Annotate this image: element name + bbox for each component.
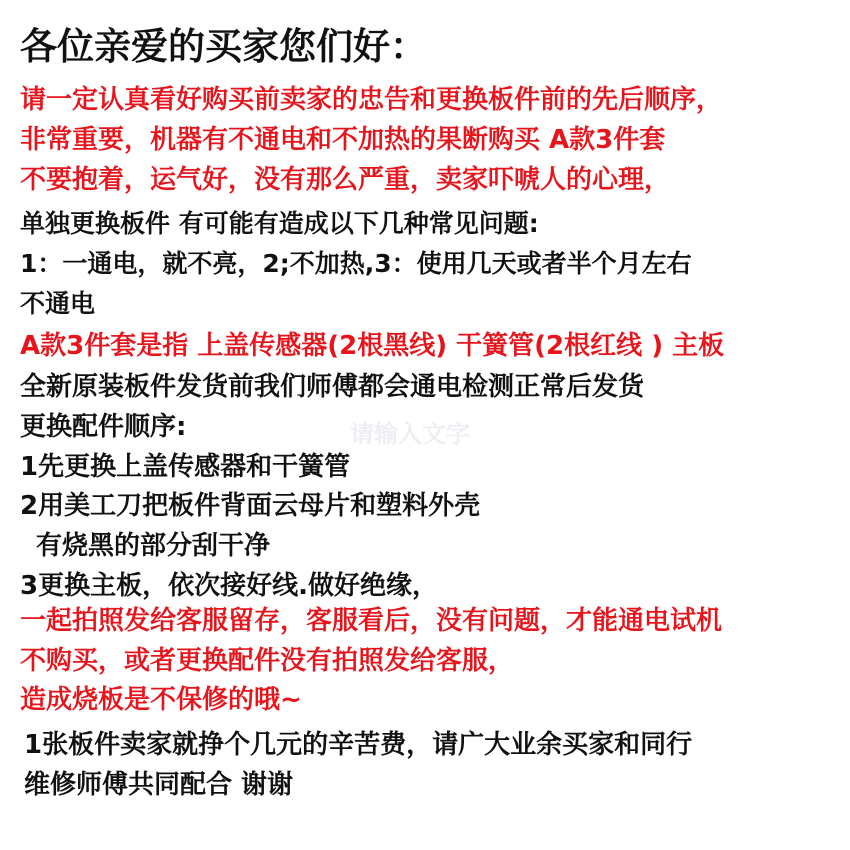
closing-line-2: 维修师傅共同配合 谢谢 — [24, 770, 294, 800]
testing-note: 全新原装板件发货前我们师傅都会通电检测正常后发货 — [20, 372, 645, 402]
photo-note-line-2: 不购买，或者更换配件没有拍照发给客服， — [20, 646, 515, 676]
issues-list-line-2: 不通电 — [20, 289, 96, 318]
step-2-line-1: 2用美工刀把板件背面云母片和塑料外壳 — [20, 491, 481, 521]
warning-line-2: 非常重要，机器有不通电和不加热的果断购买 A款3件套 — [20, 125, 666, 155]
watermark-text: 请输入文字 — [350, 420, 470, 448]
photo-note-line-1: 一起拍照发给客服留存，客服看后，没有问题，才能通电试机 — [20, 606, 723, 636]
kit-definition: A款3件套是指 上盖传感器(2根黑线) 干簧管(2根红线 ) 主板 — [20, 331, 725, 361]
issues-list-line-1: 1：一通电，就不亮，2;不加热,3：使用几天或者半个月左右 — [20, 249, 692, 278]
step-1: 1先更换上盖传感器和干簧管 — [20, 452, 351, 482]
order-title: 更换配件顺序: — [20, 412, 187, 442]
notice-title: 各位亲爱的买家您们好： — [20, 25, 427, 68]
step-3: 3更换主板，依次接好线.做好绝缘， — [20, 571, 438, 601]
closing-line-1: 1张板件卖家就挣个几元的辛苦费，请广大业余买家和同行 — [24, 730, 693, 760]
step-2-line-2: 有烧黑的部分刮干净 — [36, 531, 271, 561]
warning-line-3: 不要抱着，运气好，没有那么严重，卖家吓唬人的心理， — [20, 165, 671, 195]
warning-line-1: 请一定认真看好购买前卖家的忠告和更换板件前的先后顺序， — [20, 85, 723, 115]
photo-note-line-3: 造成烧板是不保修的哦~ — [20, 685, 302, 715]
issues-intro: 单独更换板件 有可能有造成以下几种常见问题: — [20, 209, 539, 238]
